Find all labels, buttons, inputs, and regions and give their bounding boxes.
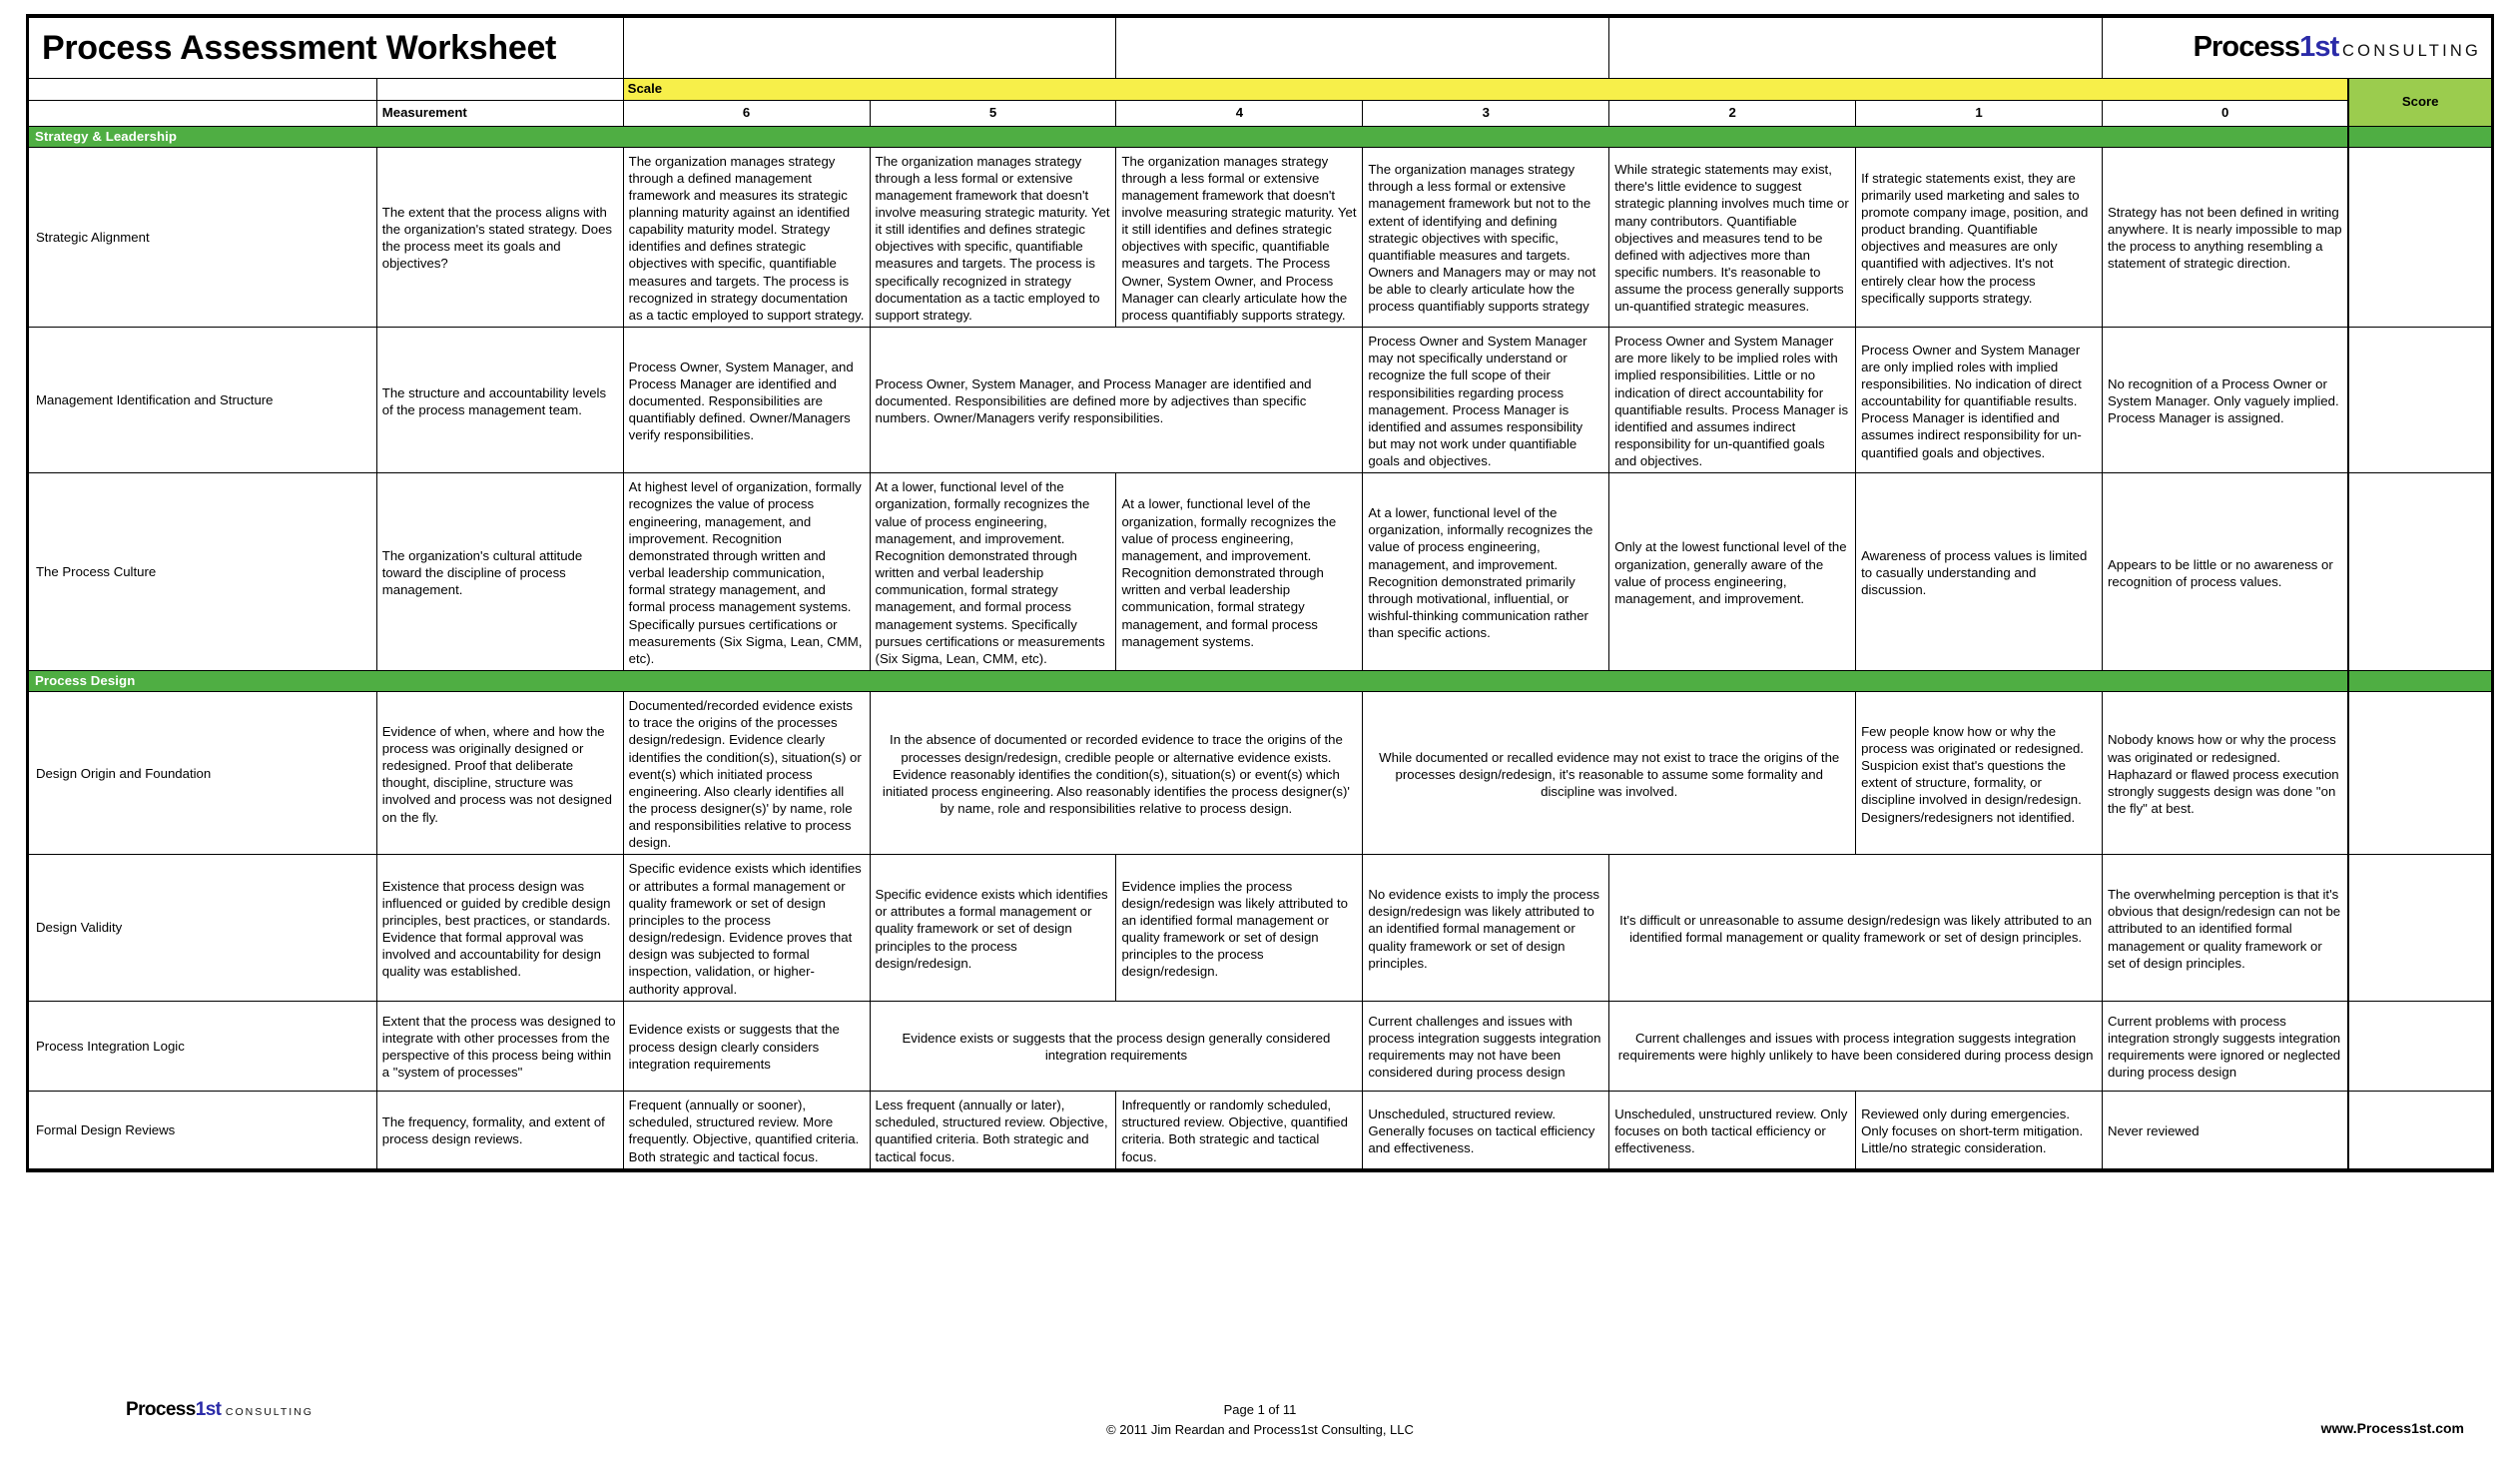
criterion-row bbox=[28, 692, 2493, 855]
scale-cell: At a lower, functional level of the organization, formally recognizes the value of process engineering, management, and improvement. Recognition demonstrated through written and verbal leadership communication, formal strategy management, and formal process management systems. Specifically pursues certifications or measurements (Six Sigma, Lean, CMM, etc). bbox=[870, 473, 1116, 671]
scale-header-6: 6 bbox=[623, 100, 870, 126]
scale-cell: Awareness of process values is limited to casually understanding and discussion. bbox=[1856, 473, 2103, 671]
scale-band-spacer-measurement bbox=[376, 78, 623, 100]
section-band-1: Process Design bbox=[28, 671, 2349, 692]
score-input-cell[interactable] bbox=[2348, 855, 2492, 1001]
scale-cell: Evidence exists or suggests that the process design clearly considers integration requirements bbox=[623, 1001, 870, 1091]
scale-cell: Specific evidence exists which identifies or attributes a formal management or quality framework or set of design principles to the process design/redesign. Evidence proves that design was subjected to formal inspection, validation, or higher-authority approval. bbox=[623, 855, 870, 1001]
criterion-measurement: Extent that the process was designed to integrate with other processes from the perspective of this process being within a "system of processes" bbox=[376, 1001, 623, 1091]
criterion-column-header bbox=[28, 100, 377, 126]
scale-cell: At highest level of organization, formally recognizes the value of process engineering, management, and improvement. Recognition demonstrated through written and verbal leadership communication, formal strategy management, and formal process management systems. Specifically pursues certifications or measurements (Six Sigma, Lean, CMM, etc). bbox=[623, 473, 870, 671]
scale-cell: Specific evidence exists which identifies or attributes a formal management or quality framework or set of design principles to the process design/redesign. bbox=[870, 855, 1116, 1001]
scale-cell: Few people know how or why the process was originated or redesigned. Suspicion exist that's questions the extent of structure, formality, or discipline involved in design/redesign. Designers/redesigners not identified. bbox=[1856, 692, 2103, 855]
criterion-name: Process Integration Logic bbox=[28, 1001, 377, 1091]
scale-cell: It's difficult or unreasonable to assume design/redesign was likely attributed to an identified formal management or quality framework or set of design principles. bbox=[1609, 855, 2103, 1001]
scale-cell: Current problems with process integration strongly suggests integration requirements were ignored or neglected during process design bbox=[2103, 1001, 2349, 1091]
section-band-row bbox=[28, 126, 2493, 147]
scale-cell: Nobody knows how or why the process was originated or redesigned. Haphazard or flawed process execution strongly suggests design was done "on the fly" at best. bbox=[2103, 692, 2349, 855]
footer-website: www.Process1st.com bbox=[2320, 1420, 2464, 1436]
criterion-name: Strategic Alignment bbox=[28, 147, 377, 328]
score-column-header: Score bbox=[2348, 78, 2492, 126]
criterion-row bbox=[28, 147, 2493, 328]
criterion-row bbox=[28, 1091, 2493, 1170]
scale-cell: The overwhelming perception is that it's obvious that design/redesign can not be attributed to an identified formal management or quality framework or set of design principles. bbox=[2103, 855, 2349, 1001]
scale-cell: Reviewed only during emergencies. Only focuses on short-term mitigation. Little/no strategic consideration. bbox=[1856, 1091, 2103, 1170]
score-input-cell[interactable] bbox=[2348, 328, 2492, 473]
assessment-table bbox=[26, 14, 2494, 1172]
scale-cell: Frequent (annually or sooner), scheduled, structured review. More frequently. Objective, quantified criteria. Both strategic and tactical focus. bbox=[623, 1091, 870, 1170]
scale-header-row bbox=[28, 100, 2493, 126]
scale-cell: Process Owner, System Manager, and Process Manager are identified and documented. Responsibilities are defined more by adjectives than specific numbers. Owner/Managers verify responsibilities. bbox=[870, 328, 1363, 473]
page-footer bbox=[0, 1394, 2520, 1474]
criterion-measurement: Evidence of when, where and how the process was originally designed or redesigned. Proof that deliberate thought, discipline, structure was involved and process was not designed on the fly. bbox=[376, 692, 623, 855]
score-input-cell[interactable] bbox=[2348, 1091, 2492, 1170]
score-input-cell[interactable] bbox=[2348, 1001, 2492, 1091]
scale-cell: Less frequent (annually or later), scheduled, structured review. Objective, quantified criteria. Both strategic and tactical focus. bbox=[870, 1091, 1116, 1170]
scale-cell: Only at the lowest functional level of the organization, generally aware of the value of process engineering, management, and improvement. bbox=[1609, 473, 1856, 671]
scale-cell: At a lower, functional level of the organization, informally recognizes the value of process engineering, management, and improvement. Recognition demonstrated primarily through motivational, influential, or wishful-thinking communication rather than specific actions. bbox=[1363, 473, 1609, 671]
scale-cell: While documented or recalled evidence may not exist to trace the origins of the processes design/redesign, it's reasonable to assume some formality and discipline was involved. bbox=[1363, 692, 1856, 855]
scale-cell: Appears to be little or no awareness or recognition of process values. bbox=[2103, 473, 2349, 671]
criterion-measurement: The frequency, formality, and extent of process design reviews. bbox=[376, 1091, 623, 1170]
scale-band-row bbox=[28, 78, 2493, 100]
scale-cell: The organization manages strategy through a less formal or extensive management framework but not to the extent of identifying and defining strategic objectives with specific, quantifiable measures and targets. Owners and Managers may or may not be able to clearly articulate how the process quantifiably supports strategy bbox=[1363, 147, 1609, 328]
criterion-measurement: The structure and accountability levels of the process management team. bbox=[376, 328, 623, 473]
criterion-name: Formal Design Reviews bbox=[28, 1091, 377, 1170]
scale-cell: Never reviewed bbox=[2103, 1091, 2349, 1170]
criterion-row bbox=[28, 855, 2493, 1001]
scale-cell: If strategic statements exist, they are primarily used marketing and sales to promote company image, position, and product branding. Quantifiable objectives and measures are only quantified with adjectives. It's not entirely clear how the process specifically supports strategy. bbox=[1856, 147, 2103, 328]
scale-cell: The organization manages strategy through a less formal or extensive management framework that doesn't involve measuring strategic maturity. Yet it still identifies and defines strategic objectives with specific, quantifiable measures and targets. The process is specifically recognized in strategy documentation as a tactic employed to support strategy. bbox=[870, 147, 1116, 328]
section-band-row bbox=[28, 671, 2493, 692]
measurement-column-header: Measurement bbox=[376, 100, 623, 126]
section-band-score-1 bbox=[2348, 671, 2492, 692]
title-spacer-1 bbox=[623, 16, 1116, 78]
scale-cell: No evidence exists to imply the process design/redesign was likely attributed to an identified formal management or quality framework or set of design principles. bbox=[1363, 855, 1609, 1001]
scale-cell: Unscheduled, structured review. Generally focuses on tactical efficiency and effectiveness. bbox=[1363, 1091, 1609, 1170]
criterion-measurement: The organization's cultural attitude toward the discipline of process management. bbox=[376, 473, 623, 671]
scale-cell: Process Owner and System Manager may not specifically understand or recognize the full scope of their responsibilities regarding process management. Process Manager is identified and assumes responsibility but may not work under quantifiable goals and objectives. bbox=[1363, 328, 1609, 473]
scale-cell: Current challenges and issues with process integration suggests integration requirements may not have been considered during process design bbox=[1363, 1001, 1609, 1091]
scale-cell: The organization manages strategy through a less formal or extensive management framework that doesn't involve measuring strategic maturity. Yet it still identifies and defines strategic objectives with specific, quantifiable measures and targets. The Process Owner, System Owner, and Process Manager can clearly articulate how the process quantifiably supports strategy. bbox=[1116, 147, 1363, 328]
section-band-0: Strategy & Leadership bbox=[28, 126, 2349, 147]
logo-wordmark bbox=[2194, 31, 2339, 63]
title-spacer-3 bbox=[1609, 16, 2103, 78]
logo-name-accent: 1st bbox=[2299, 31, 2339, 64]
criterion-name: The Process Culture bbox=[28, 473, 377, 671]
scale-cell: Infrequently or randomly scheduled, structured review. Objective, quantified criteria. Both strategic and tactical focus. bbox=[1116, 1091, 1363, 1170]
scale-cell: No recognition of a Process Owner or System Manager. Only vaguely implied. Process Manager is assigned. bbox=[2103, 328, 2349, 473]
scale-cell: The organization manages strategy through a defined management framework and measures its strategic planning maturity against an identified capability maturity model. Strategy identifies and defines strategic objectives with specific, quantifiable measures and targets. The process is recognized in strategy documentation as a tactic employed to support strategy. bbox=[623, 147, 870, 328]
scale-cell: Current challenges and issues with process integration suggests integration requirements were highly unlikely to have been considered during process design bbox=[1609, 1001, 2103, 1091]
criterion-name: Design Validity bbox=[28, 855, 377, 1001]
scale-cell: In the absence of documented or recorded evidence to trace the origins of the processes design/redesign, credible people or alternative evidence exists. Evidence reasonably identifies the condition(s), situation(s) or event(s) which initiated process engineering. Also reasonably identifies the process designer(s)' by name, role and responsibilities relative to process design. bbox=[870, 692, 1363, 855]
scale-header-5: 5 bbox=[870, 100, 1116, 126]
page-title: Process Assessment Worksheet bbox=[42, 28, 557, 67]
footer-logo-subtitle: CONSULTING bbox=[225, 1406, 314, 1418]
score-input-cell[interactable] bbox=[2348, 147, 2492, 328]
scale-cell: Strategy has not been defined in writing anywhere. It is nearly impossible to map the process to anything resembling a statement of strategic direction. bbox=[2103, 147, 2349, 328]
criterion-row bbox=[28, 328, 2493, 473]
score-input-cell[interactable] bbox=[2348, 473, 2492, 671]
criterion-row bbox=[28, 1001, 2493, 1091]
scale-header-3: 3 bbox=[1363, 100, 1609, 126]
scale-cell: Process Owner and System Manager are more likely to be implied roles with implied responsibilities. Little or no indication of direct accountability for quantifiable results. Process Manager is identified and assumes indirect responsibility for un-quantified goals and objectives. bbox=[1609, 328, 1856, 473]
scale-cell: Unscheduled, unstructured review. Only focuses on both tactical efficiency or effectiveness. bbox=[1609, 1091, 1856, 1170]
scale-cell: Process Owner, System Manager, and Process Manager are identified and documented. Responsibilities are quantifiably defined. Owner/Managers verify responsibilities. bbox=[623, 328, 870, 473]
criterion-row bbox=[28, 473, 2493, 671]
logo-subtitle: CONSULTING bbox=[2342, 42, 2481, 61]
score-input-cell[interactable] bbox=[2348, 692, 2492, 855]
title-row bbox=[28, 16, 2493, 78]
footer-logo-name-plain: Process bbox=[126, 1399, 196, 1420]
criterion-measurement: Existence that process design was influenced or guided by credible design principles, best practices, or standards. Evidence that formal approval was involved and accountability for design quality was established. bbox=[376, 855, 623, 1001]
scale-band-label: Scale bbox=[623, 78, 2348, 100]
criterion-name: Management Identification and Structure bbox=[28, 328, 377, 473]
brand-logo bbox=[2103, 16, 2493, 78]
scale-cell: While strategic statements may exist, there's little evidence to suggest strategic planning involves much time or many contributors. Quantifiable objectives and measures tend to be defined with adjectives more than specific numbers. It's reasonable to assume the process generally supports un-quantified strategic measures. bbox=[1609, 147, 1856, 328]
logo-name-plain: Process bbox=[2193, 31, 2300, 64]
copyright-notice: © 2011 Jim Reardan and Process1st Consulting, LLC bbox=[1106, 1422, 1414, 1438]
scale-header-2: 2 bbox=[1609, 100, 1856, 126]
scale-header-1: 1 bbox=[1856, 100, 2103, 126]
footer-logo-name-accent: 1st bbox=[195, 1399, 222, 1420]
footer-center-block bbox=[0, 1400, 2520, 1440]
page-title-cell bbox=[28, 16, 624, 78]
scale-cell: At a lower, functional level of the organization, formally recognizes the value of process engineering, management, and improvement. Recognition demonstrated through written and verbal leadership communication, formal strategy management, and formal process management systems. bbox=[1116, 473, 1363, 671]
page-number: Page 1 of 11 bbox=[1223, 1402, 1297, 1417]
criterion-measurement: The extent that the process aligns with the organization's stated strategy. Does the process meet its goals and objectives? bbox=[376, 147, 623, 328]
title-spacer-2 bbox=[1116, 16, 1609, 78]
criterion-name: Design Origin and Foundation bbox=[28, 692, 377, 855]
section-band-score-0 bbox=[2348, 126, 2492, 147]
scale-header-0: 0 bbox=[2103, 100, 2349, 126]
scale-band-spacer-name bbox=[28, 78, 377, 100]
scale-cell: Documented/recorded evidence exists to trace the origins of the processes design/redesign. Evidence clearly identifies the condition(s), situation(s) or event(s) which initiated process engineering. Also clearly identifies all the process designer(s)' by name, role and responsibilities relative to process design. bbox=[623, 692, 870, 855]
scale-header-4: 4 bbox=[1116, 100, 1363, 126]
scale-cell: Evidence exists or suggests that the process design generally considered integration requirements bbox=[870, 1001, 1363, 1091]
scale-cell: Process Owner and System Manager are only implied roles with implied responsibilities. No indication of direct accountability for quantifiable results. Process Manager is identified and assumes indirect responsibility for un-quantified goals and objectives. bbox=[1856, 328, 2103, 473]
scale-cell: Evidence implies the process design/redesign was likely attributed to an identified formal management or quality framework or set of design principles to the process design/redesign. bbox=[1116, 855, 1363, 1001]
